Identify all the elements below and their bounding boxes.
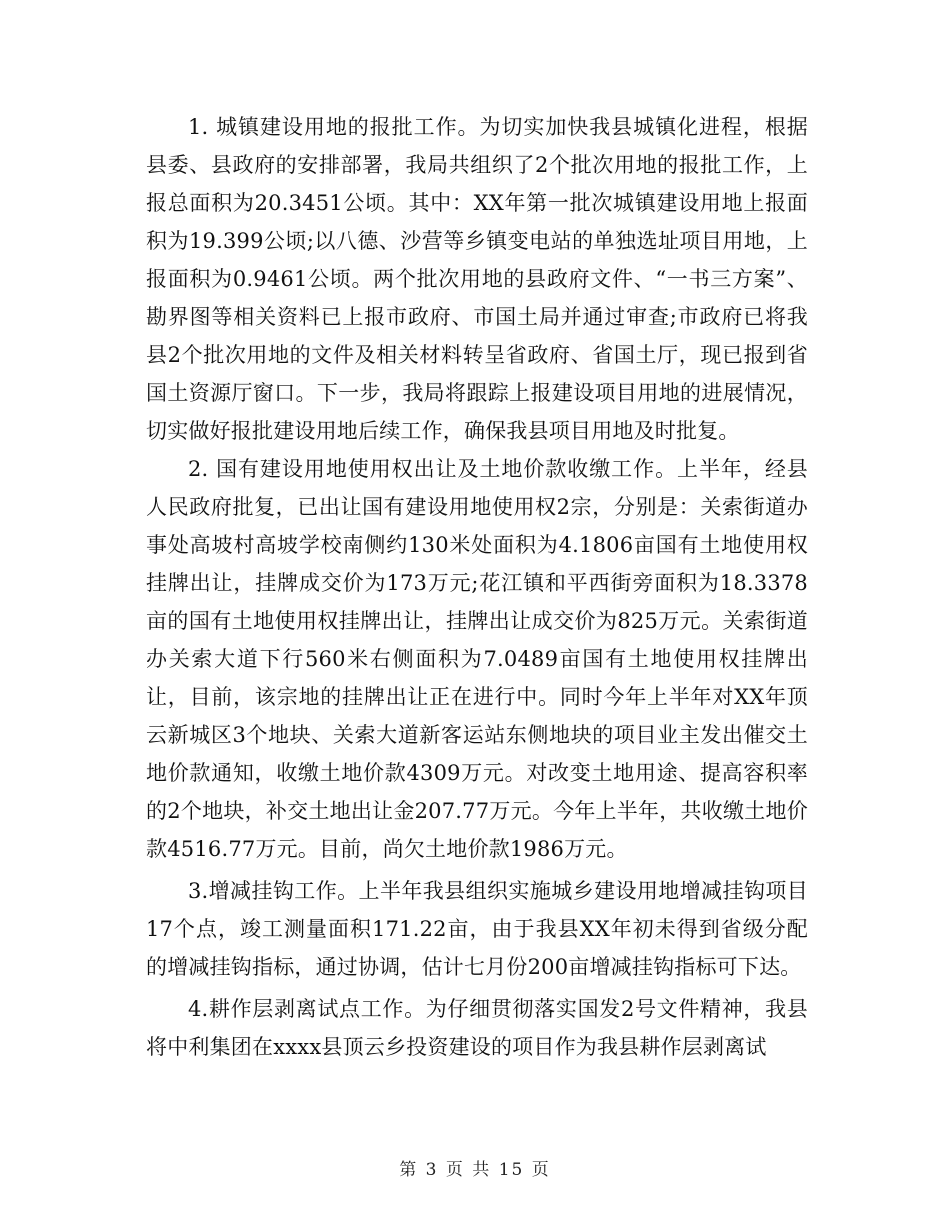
- paragraph-land-approval: 1. 城镇建设用地的报批工作。为切实加快我县城镇化进程，根据县委、县政府的安排部署，我局共组织了2个批次用地的报批工作，上报总面积为20.3451公顷。其中：XX年第一批次城镇建设用地上报面积为19.399公顷;以八德、沙营等乡镇变电站的单独选址项目用地，上报面积为0.9461公顷。两个批次用地的县政府文件、“一书三方案”、勘界图等相关资料已上报市政府、市国土局并通过审查;市政府已将我县2个批次用地的文件及相关材料转呈省政府、省国土厅，现已报到省国土资源厅窗口。下一步，我局将跟踪上报建设项目用地的进展情况，切实做好报批建设用地后续工作，确保我县项目用地及时批复。: [146, 115, 808, 443]
- paragraph-land-transfer: 2. 国有建设用地使用权出让及土地价款收缴工作。上半年，经县人民政府批复，已出让国有建设用地使用权2宗，分别是：关索街道办事处高坡村高坡学校南侧约130米处面积为4.1806亩国有土地使用权挂牌出让，挂牌成交价为173万元;花江镇和平西街旁面积为18.3378亩的国有土地使用权挂牌出让，挂牌出让成交价为825万元。关索街道办关索大道下行560米右侧面积为7.0489亩国有土地使用权挂牌出让，目前，该宗地的挂牌出让正在进行中。同时今年上半年对XX年顶云新城区3个地块、关索大道新客运站东侧地块的项目业主发出催交土地价款通知，收缴土地价款4309万元。对改变土地用途、提高容积率的2个地块，补交土地出让金207.77万元。今年上半年，共收缴土地价款4516.77万元。目前，尚欠土地价款1986万元。: [146, 457, 808, 861]
- document-body: [146, 108, 808, 1066]
- paragraph-topsoil-stripping: 4.耕作层剥离试点工作。为仔细贯彻落实国发2号文件精神，我县将中利集团在xxxx县顶云乡投资建设的项目作为我县耕作层剥离试: [146, 997, 808, 1059]
- page-number-footer: 第 3 页 共 15 页: [399, 1160, 551, 1180]
- paragraph-linkage-work: 3.增减挂钩工作。上半年我县组织实施城乡建设用地增减挂钩项目17个点，竣工测量面积171.22亩，由于我县XX年初未得到省级分配的增减挂钩指标，通过协调，估计七月份200亩增减挂钩指标可下达。: [146, 879, 808, 979]
